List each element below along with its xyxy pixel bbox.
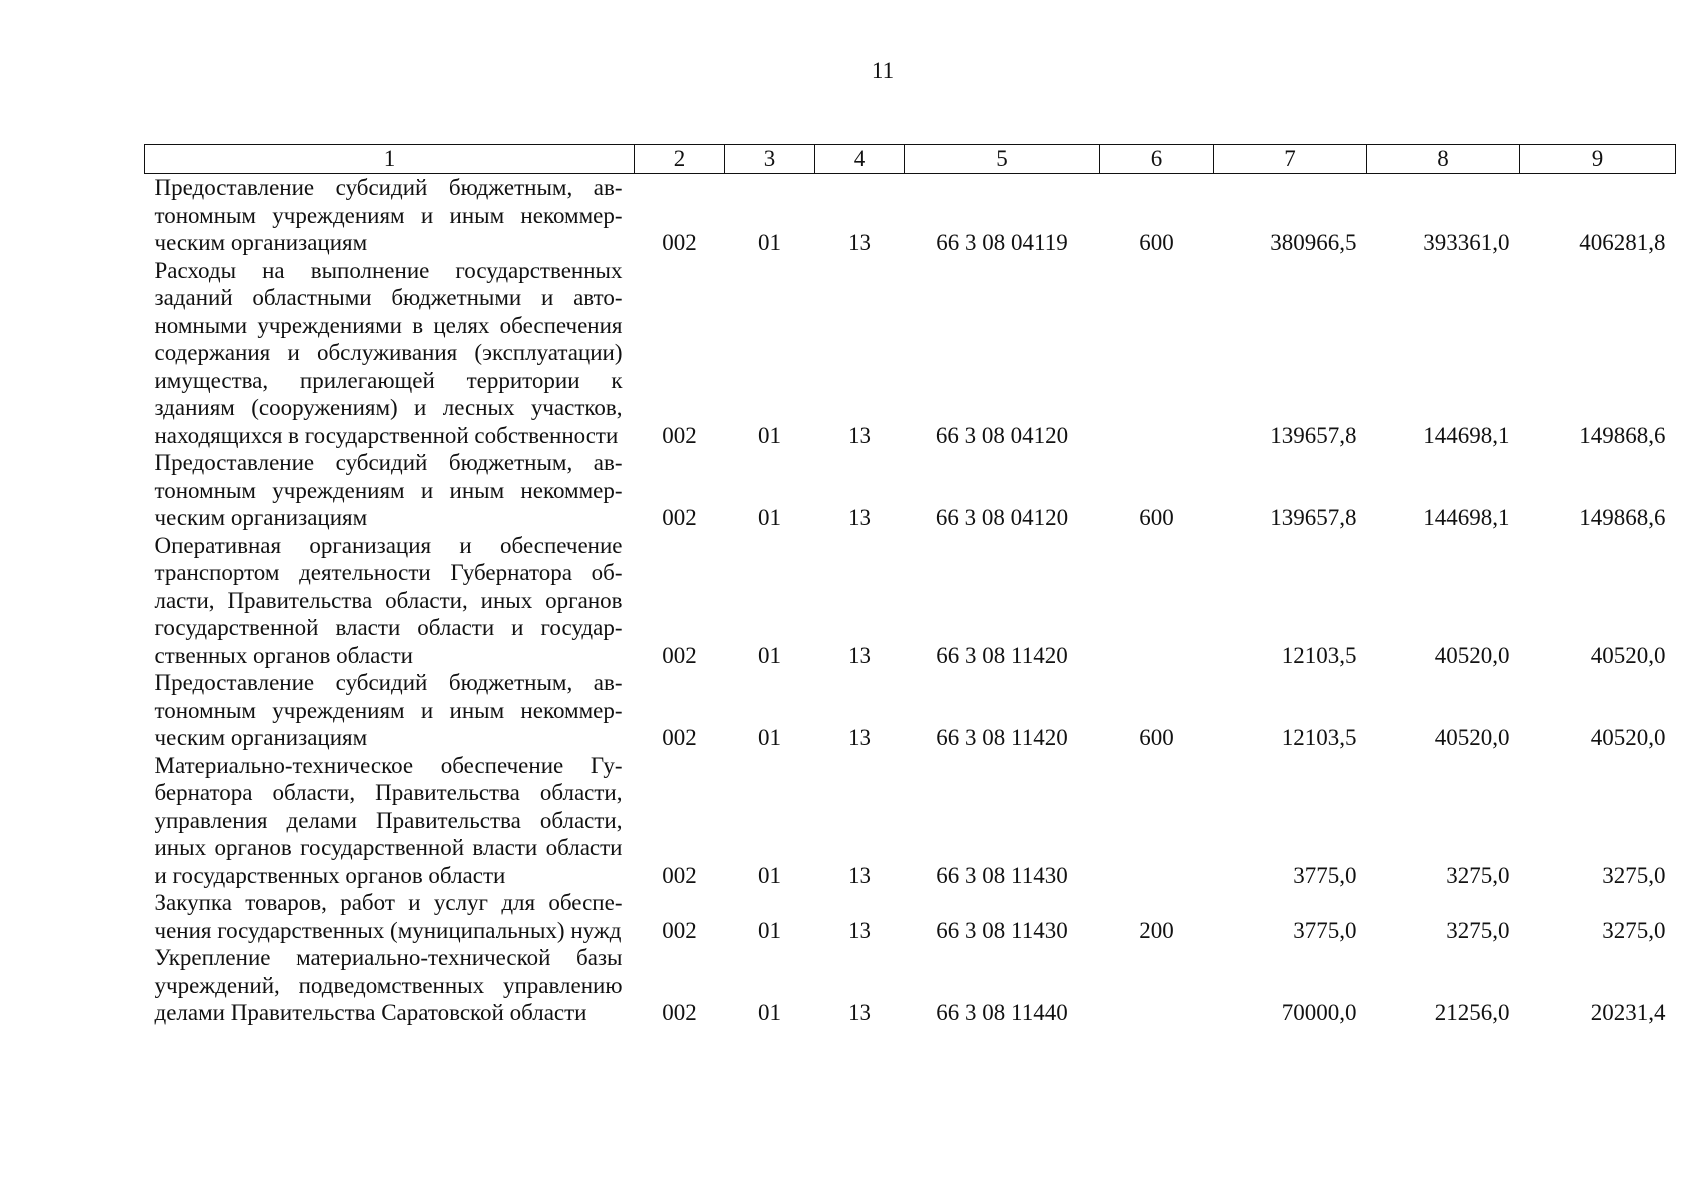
cell-rz: 01 (758, 505, 781, 530)
cell-csr: 66 3 08 04120 (935, 422, 1069, 448)
column-header: 8 (1367, 145, 1520, 174)
cell-vr (1100, 532, 1214, 670)
cell-csr: 66 3 08 04119 (936, 230, 1068, 255)
cell-gr: 002 (662, 725, 697, 750)
row-description: Предоставление субсидий бюджетным, автономным учреждениям и иным некоммерческим организациям (154, 450, 623, 530)
row-description: Оперативная организация и обеспечение транспортом деятельности Губернатора области, Правительства области, иных органов государственной власти области и государственных органов области (154, 532, 623, 668)
cell-csr: 66 3 08 11430 (936, 917, 1068, 943)
cell-amount-1: 12103,5 (1281, 642, 1357, 668)
cell-pr: 13 (848, 917, 871, 943)
table-row (145, 449, 1676, 532)
cell-amount-1: 3775,0 (1293, 917, 1357, 943)
cell-pr: 13 (848, 505, 871, 530)
cell-vr (1100, 752, 1214, 890)
cell-amount-2: 393361,0 (1423, 230, 1510, 255)
cell-vr: 600 (1139, 505, 1174, 530)
cell-gr: 002 (662, 505, 697, 530)
table-row (145, 532, 1676, 670)
cell-amount-3: 40520,0 (1590, 642, 1666, 668)
cell-amount-3: 3275,0 (1602, 862, 1666, 888)
cell-csr: 66 3 08 11420 (936, 642, 1068, 668)
cell-gr: 002 (662, 917, 697, 943)
cell-rz: 01 (758, 725, 781, 750)
cell-pr: 13 (848, 1000, 871, 1025)
row-description: Предоставление субсидий бюджетным, автономным учреждениям и иным некоммерческим организациям (154, 175, 623, 255)
cell-amount-1: 139657,8 (1270, 422, 1357, 448)
page-number: 11 (871, 58, 895, 83)
cell-amount-1: 139657,8 (1270, 505, 1357, 530)
cell-gr: 002 (662, 862, 697, 888)
cell-vr: 200 (1139, 917, 1174, 943)
table-row (145, 752, 1676, 890)
table-row (145, 257, 1676, 450)
cell-rz: 01 (758, 422, 781, 448)
cell-amount-2: 40520,0 (1434, 725, 1510, 750)
cell-amount-3: 149868,6 (1579, 505, 1666, 530)
cell-amount-1: 380966,5 (1270, 230, 1357, 255)
budget-table (144, 144, 1676, 1027)
table-row (145, 174, 1676, 257)
cell-gr: 002 (662, 422, 697, 448)
row-description: Материально-техническое обеспечение Губернатора области, Правительства области, управления делами Правительства области, иных органов государственной власти области и государственных органов области (154, 752, 623, 888)
cell-amount-1: 70000,0 (1281, 1000, 1357, 1025)
cell-amount-2: 144698,1 (1423, 422, 1510, 448)
cell-gr: 002 (662, 230, 697, 255)
cell-amount-2: 21256,0 (1434, 1000, 1510, 1025)
column-header: 5 (905, 145, 1100, 174)
cell-rz: 01 (758, 642, 781, 668)
cell-vr: 600 (1139, 725, 1174, 750)
cell-rz: 01 (758, 230, 781, 255)
cell-gr: 002 (662, 1000, 697, 1025)
cell-csr: 66 3 08 11440 (936, 1000, 1068, 1025)
column-header: 7 (1214, 145, 1367, 174)
table-row (145, 889, 1676, 944)
cell-amount-2: 144698,1 (1423, 505, 1510, 530)
row-description: Укрепление материально-технической базы учреждений, подведомственных управлению делами Правительства Саратовской области (154, 945, 623, 1025)
cell-pr: 13 (848, 862, 871, 888)
cell-pr: 13 (848, 422, 871, 448)
table-row (145, 669, 1676, 752)
cell-pr: 13 (848, 725, 871, 750)
cell-amount-2: 3275,0 (1446, 917, 1510, 943)
cell-csr: 66 3 08 04120 (935, 505, 1069, 530)
column-header: 9 (1520, 145, 1676, 174)
header-row (145, 145, 1676, 174)
cell-gr: 002 (662, 642, 697, 668)
cell-csr: 66 3 08 11430 (936, 862, 1068, 888)
table-row (145, 944, 1676, 1027)
cell-vr: 600 (1139, 230, 1174, 255)
cell-amount-3: 3275,0 (1602, 917, 1666, 943)
column-header: 4 (815, 145, 905, 174)
cell-vr (1100, 257, 1214, 450)
cell-rz: 01 (758, 862, 781, 888)
cell-amount-1: 12103,5 (1281, 725, 1357, 750)
column-header: 2 (635, 145, 725, 174)
cell-rz: 01 (758, 1000, 781, 1025)
row-description: Закупка товаров, работ и услуг для обеспечения государственных (муниципальных) нужд (154, 890, 623, 943)
cell-amount-3: 406281,8 (1579, 230, 1666, 255)
cell-rz: 01 (758, 917, 781, 943)
column-header: 6 (1100, 145, 1214, 174)
cell-amount-3: 40520,0 (1590, 725, 1666, 750)
row-description: Предоставление субсидий бюджетным, автономным учреждениям и иным некоммерческим организациям (154, 670, 623, 750)
cell-csr: 66 3 08 11420 (936, 725, 1068, 750)
cell-amount-2: 3275,0 (1446, 862, 1510, 888)
column-header: 3 (725, 145, 815, 174)
cell-amount-3: 20231,4 (1590, 1000, 1666, 1025)
cell-pr: 13 (848, 642, 871, 668)
column-header: 1 (145, 145, 635, 174)
cell-amount-1: 3775,0 (1293, 862, 1357, 888)
cell-amount-3: 149868,6 (1579, 422, 1666, 448)
row-description: Расходы на выполнение государственных заданий областными бюджетными и автономными учреждениями в целях обеспечения содержания и обслуживания (эксплуатации) имущества, прилегающей территории к зданиям (сооружениям) и лесных участков, находящихся в государственной собственности (154, 257, 623, 448)
cell-amount-2: 40520,0 (1434, 642, 1510, 668)
cell-pr: 13 (848, 230, 871, 255)
cell-vr (1100, 944, 1214, 1027)
